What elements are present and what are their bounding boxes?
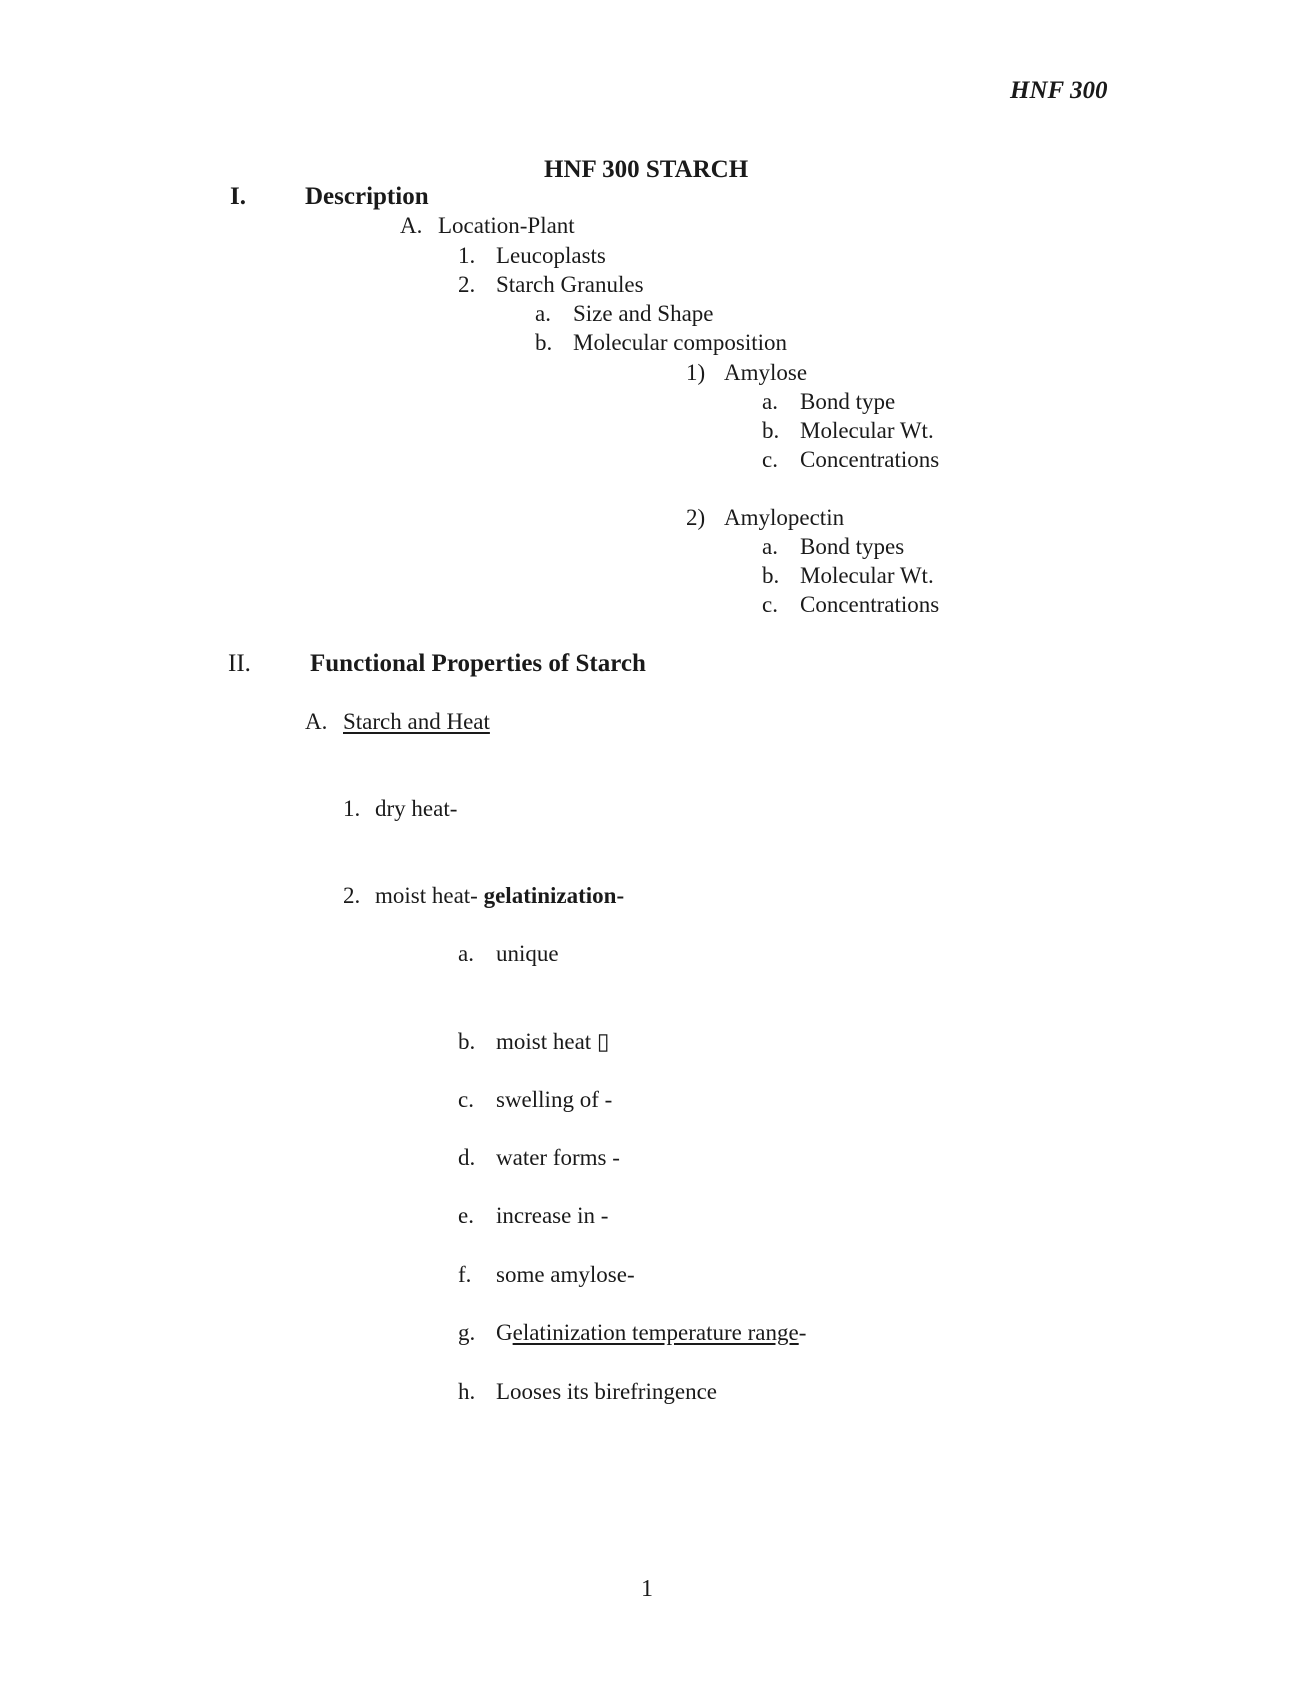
outline-marker: c.: [458, 1087, 474, 1112]
moist-heat-label: moist heat-: [375, 883, 484, 908]
outline-marker: 1): [686, 360, 706, 385]
outline-marker: h.: [458, 1379, 476, 1404]
outline-marker: 1.: [458, 243, 476, 268]
outline-marker: c.: [762, 592, 778, 617]
amylose-item: Amylose: [724, 360, 808, 385]
gelatinization-temperature-item: [496, 1321, 806, 1344]
gelatinization-term: gelatinization-: [483, 883, 625, 908]
list-item: Concentrations: [800, 447, 940, 472]
item-text-tail: -: [798, 1320, 807, 1345]
outline-marker: g.: [458, 1320, 476, 1345]
list-item: Molecular Wt.: [800, 418, 934, 443]
outline-marker: 2): [686, 505, 706, 530]
outline-marker: b.: [458, 1029, 476, 1054]
list-item: water forms -: [496, 1145, 620, 1170]
outline-marker: 1.: [343, 796, 361, 821]
outline-marker: A.: [305, 709, 328, 734]
item-text-underlined: elatinization temperature range: [512, 1320, 799, 1345]
outline-marker: b.: [762, 563, 780, 588]
list-item: swelling of -: [496, 1087, 613, 1112]
molecular-composition-item: Molecular composition: [573, 330, 787, 355]
starch-and-heat-item: Starch and Heat: [343, 709, 490, 734]
list-item: Concentrations: [800, 592, 940, 617]
size-shape-item: Size and Shape: [573, 301, 714, 326]
outline-marker: a.: [535, 301, 551, 326]
location-plant-item: Location-Plant: [438, 213, 575, 238]
outline-marker: c.: [762, 447, 778, 472]
outline-marker: a.: [762, 534, 778, 559]
outline-marker: b.: [535, 330, 553, 355]
list-item: moist heat ▯: [496, 1029, 610, 1054]
outline-marker: b.: [762, 418, 780, 443]
list-item: unique: [496, 941, 559, 966]
outline-marker: d.: [458, 1145, 476, 1170]
section-1-heading: Description: [305, 183, 429, 210]
section-1-numeral: I.: [230, 183, 246, 210]
outline-marker: a.: [458, 941, 474, 966]
page-number: 1: [641, 1576, 653, 1602]
outline-marker: 2.: [343, 883, 361, 908]
leucoplasts-item: Leucoplasts: [496, 243, 606, 268]
section-2-heading: Functional Properties of Starch: [310, 650, 646, 677]
list-item: Bond types: [800, 534, 905, 559]
outline-marker: f.: [458, 1262, 472, 1287]
page-title: HNF 300 STARCH: [544, 156, 749, 183]
outline-marker: 2.: [458, 272, 476, 297]
outline-marker: A.: [400, 213, 423, 238]
dry-heat-item: dry heat-: [375, 796, 458, 821]
list-item: increase in -: [496, 1203, 609, 1228]
list-item: Bond type: [800, 389, 896, 414]
outline-marker: e.: [458, 1203, 474, 1228]
starch-granules-item: Starch Granules: [496, 272, 644, 297]
outline-marker: a.: [762, 389, 778, 414]
moist-heat-item: [375, 884, 624, 907]
list-item: Looses its birefringence: [496, 1379, 717, 1404]
running-head: HNF 300: [1010, 77, 1108, 104]
list-item: some amylose-: [496, 1262, 635, 1287]
item-text-plain: G: [496, 1320, 513, 1345]
section-2-numeral: II.: [228, 650, 251, 677]
list-item: Molecular Wt.: [800, 563, 934, 588]
amylopectin-item: Amylopectin: [724, 505, 845, 530]
